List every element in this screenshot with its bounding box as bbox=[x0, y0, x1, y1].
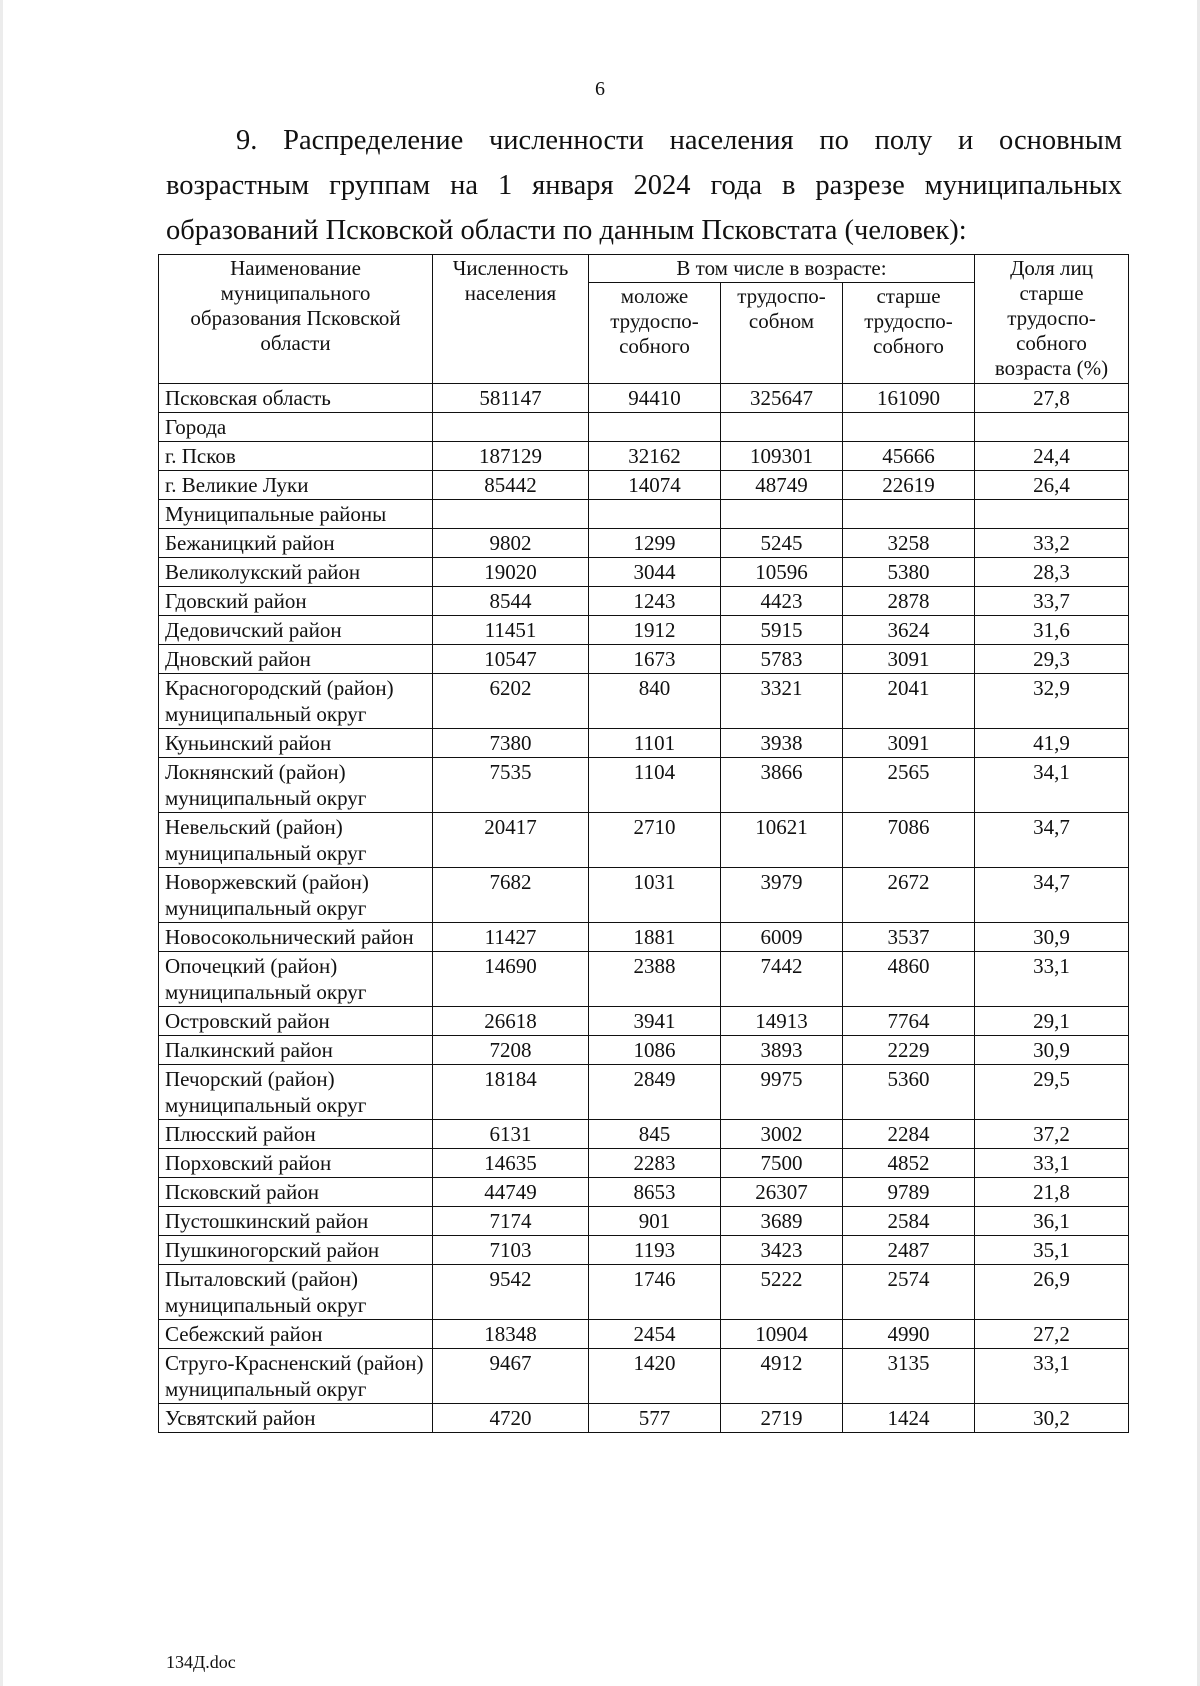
cell-working: 14913 bbox=[721, 1007, 843, 1036]
cell-name: Локнянский (район) муниципальный округ bbox=[159, 758, 433, 813]
cell-total: 187129 bbox=[433, 442, 589, 471]
cell-working: 4423 bbox=[721, 587, 843, 616]
cell-total: 7380 bbox=[433, 729, 589, 758]
cell-old: 2574 bbox=[843, 1265, 975, 1320]
cell-name: Печорский (район) муниципальный округ bbox=[159, 1065, 433, 1120]
cell-old: 2565 bbox=[843, 758, 975, 813]
cell-share: 27,2 bbox=[975, 1320, 1129, 1349]
table-row bbox=[159, 587, 1129, 616]
table-row bbox=[159, 1149, 1129, 1178]
header-young: моложе трудоспо- собного bbox=[589, 283, 721, 384]
cell-name: Красногородский (район) муниципальный округ bbox=[159, 674, 433, 729]
cell-young: 1031 bbox=[589, 868, 721, 923]
cell-share: 35,1 bbox=[975, 1236, 1129, 1265]
table-row bbox=[159, 923, 1129, 952]
cell-name: Пушкиногорский район bbox=[159, 1236, 433, 1265]
cell-working bbox=[721, 500, 843, 529]
cell-young: 1881 bbox=[589, 923, 721, 952]
table-row bbox=[159, 1236, 1129, 1265]
cell-working bbox=[721, 413, 843, 442]
cell-total: 9467 bbox=[433, 1349, 589, 1404]
cell-working: 325647 bbox=[721, 384, 843, 413]
cell-young: 2849 bbox=[589, 1065, 721, 1120]
cell-young: 3044 bbox=[589, 558, 721, 587]
cell-old: 2584 bbox=[843, 1207, 975, 1236]
cell-young: 2283 bbox=[589, 1149, 721, 1178]
table-row bbox=[159, 558, 1129, 587]
table-row bbox=[159, 813, 1129, 868]
cell-total bbox=[433, 500, 589, 529]
cell-old bbox=[843, 413, 975, 442]
cell-young: 1912 bbox=[589, 616, 721, 645]
footer-filename: 134Д.doc bbox=[166, 1652, 236, 1672]
cell-share: 30,9 bbox=[975, 1036, 1129, 1065]
cell-young: 2388 bbox=[589, 952, 721, 1007]
cell-total: 18184 bbox=[433, 1065, 589, 1120]
cell-young: 94410 bbox=[589, 384, 721, 413]
table-row bbox=[159, 471, 1129, 500]
table-row bbox=[159, 1207, 1129, 1236]
heading-text: 9. Распределение численности населения по полу и основным возрастным группам на 1 января 2024 года в разрезе муниципальных образований Псковской области по данным Псковстата (человек): bbox=[166, 125, 1122, 246]
cell-total: 44749 bbox=[433, 1178, 589, 1207]
table-row bbox=[159, 529, 1129, 558]
cell-old: 7764 bbox=[843, 1007, 975, 1036]
cell-working: 3423 bbox=[721, 1236, 843, 1265]
cell-old: 4860 bbox=[843, 952, 975, 1007]
cell-name: Псковская область bbox=[159, 384, 433, 413]
table-row bbox=[159, 1265, 1129, 1320]
cell-working: 2719 bbox=[721, 1404, 843, 1433]
header-age-group: В том числе в возрасте: bbox=[589, 255, 975, 283]
cell-working: 109301 bbox=[721, 442, 843, 471]
cell-name: Новоржевский (район) муниципальный округ bbox=[159, 868, 433, 923]
table-row bbox=[159, 758, 1129, 813]
cell-young bbox=[589, 413, 721, 442]
cell-total: 7174 bbox=[433, 1207, 589, 1236]
cell-working: 10596 bbox=[721, 558, 843, 587]
cell-total: 4720 bbox=[433, 1404, 589, 1433]
cell-total: 11451 bbox=[433, 616, 589, 645]
cell-working: 3979 bbox=[721, 868, 843, 923]
cell-young: 8653 bbox=[589, 1178, 721, 1207]
table-row bbox=[159, 1036, 1129, 1065]
cell-name: г. Псков bbox=[159, 442, 433, 471]
cell-young: 2710 bbox=[589, 813, 721, 868]
cell-name: Дедовичский район bbox=[159, 616, 433, 645]
cell-share: 30,2 bbox=[975, 1404, 1129, 1433]
cell-old: 7086 bbox=[843, 813, 975, 868]
cell-old: 2041 bbox=[843, 674, 975, 729]
cell-old bbox=[843, 500, 975, 529]
cell-working: 3002 bbox=[721, 1120, 843, 1149]
cell-share: 33,1 bbox=[975, 1349, 1129, 1404]
cell-young: 32162 bbox=[589, 442, 721, 471]
cell-old: 22619 bbox=[843, 471, 975, 500]
cell-young: 845 bbox=[589, 1120, 721, 1149]
cell-total: 6131 bbox=[433, 1120, 589, 1149]
cell-old: 3135 bbox=[843, 1349, 975, 1404]
cell-name: Усвятский район bbox=[159, 1404, 433, 1433]
cell-name: Дновский район bbox=[159, 645, 433, 674]
cell-share: 29,3 bbox=[975, 645, 1129, 674]
table-row bbox=[159, 442, 1129, 471]
header-name: Наименование муниципального образования Псковской области bbox=[159, 255, 433, 384]
cell-old: 3537 bbox=[843, 923, 975, 952]
cell-young: 901 bbox=[589, 1207, 721, 1236]
cell-working: 3321 bbox=[721, 674, 843, 729]
cell-share: 34,7 bbox=[975, 868, 1129, 923]
table-row bbox=[159, 674, 1129, 729]
cell-working: 5222 bbox=[721, 1265, 843, 1320]
table-row bbox=[159, 1404, 1129, 1433]
cell-old: 1424 bbox=[843, 1404, 975, 1433]
cell-working: 3866 bbox=[721, 758, 843, 813]
cell-name: Порховский район bbox=[159, 1149, 433, 1178]
cell-total: 8544 bbox=[433, 587, 589, 616]
cell-share: 41,9 bbox=[975, 729, 1129, 758]
cell-name: Пустошкинский район bbox=[159, 1207, 433, 1236]
cell-name: Невельский (район) муниципальный округ bbox=[159, 813, 433, 868]
table-row bbox=[159, 1065, 1129, 1120]
cell-total bbox=[433, 413, 589, 442]
header-working: трудоспо- собном bbox=[721, 283, 843, 384]
cell-old: 2284 bbox=[843, 1120, 975, 1149]
cell-share: 34,7 bbox=[975, 813, 1129, 868]
cell-share: 36,1 bbox=[975, 1207, 1129, 1236]
cell-old: 161090 bbox=[843, 384, 975, 413]
cell-young: 1104 bbox=[589, 758, 721, 813]
cell-young: 1101 bbox=[589, 729, 721, 758]
cell-name: Пыталовский (район) муниципальный округ bbox=[159, 1265, 433, 1320]
cell-share bbox=[975, 413, 1129, 442]
page-number: 6 bbox=[595, 78, 605, 100]
cell-young: 1673 bbox=[589, 645, 721, 674]
cell-name: Новосокольнический район bbox=[159, 923, 433, 952]
cell-share: 33,2 bbox=[975, 529, 1129, 558]
cell-share: 26,9 bbox=[975, 1265, 1129, 1320]
cell-share: 37,2 bbox=[975, 1120, 1129, 1149]
cell-total: 19020 bbox=[433, 558, 589, 587]
cell-old: 3258 bbox=[843, 529, 975, 558]
cell-old: 2487 bbox=[843, 1236, 975, 1265]
table-row bbox=[159, 645, 1129, 674]
table-row bbox=[159, 1178, 1129, 1207]
cell-total: 6202 bbox=[433, 674, 589, 729]
population-table bbox=[158, 254, 1129, 1433]
cell-young: 840 bbox=[589, 674, 721, 729]
table-row bbox=[159, 952, 1129, 1007]
cell-total: 9802 bbox=[433, 529, 589, 558]
cell-share: 28,3 bbox=[975, 558, 1129, 587]
cell-young: 577 bbox=[589, 1404, 721, 1433]
table-row bbox=[159, 384, 1129, 413]
table-row bbox=[159, 1120, 1129, 1149]
cell-total: 7535 bbox=[433, 758, 589, 813]
cell-total: 18348 bbox=[433, 1320, 589, 1349]
cell-young: 1086 bbox=[589, 1036, 721, 1065]
cell-young: 1299 bbox=[589, 529, 721, 558]
cell-working: 10621 bbox=[721, 813, 843, 868]
cell-share: 26,4 bbox=[975, 471, 1129, 500]
cell-share: 31,6 bbox=[975, 616, 1129, 645]
cell-share: 33,7 bbox=[975, 587, 1129, 616]
cell-working: 4912 bbox=[721, 1349, 843, 1404]
cell-name: Гдовский район bbox=[159, 587, 433, 616]
cell-share: 34,1 bbox=[975, 758, 1129, 813]
header-population: Численность населения bbox=[433, 255, 589, 384]
cell-old: 5380 bbox=[843, 558, 975, 587]
cell-working: 5783 bbox=[721, 645, 843, 674]
table-row bbox=[159, 616, 1129, 645]
cell-total: 7103 bbox=[433, 1236, 589, 1265]
cell-young: 1193 bbox=[589, 1236, 721, 1265]
cell-total: 20417 bbox=[433, 813, 589, 868]
table-row bbox=[159, 729, 1129, 758]
cell-young: 2454 bbox=[589, 1320, 721, 1349]
cell-old: 9789 bbox=[843, 1178, 975, 1207]
cell-total: 7208 bbox=[433, 1036, 589, 1065]
cell-share: 33,1 bbox=[975, 1149, 1129, 1178]
cell-working: 6009 bbox=[721, 923, 843, 952]
cell-total: 7682 bbox=[433, 868, 589, 923]
cell-name: Псковский район bbox=[159, 1178, 433, 1207]
cell-old: 3091 bbox=[843, 729, 975, 758]
cell-name: Плюсский район bbox=[159, 1120, 433, 1149]
cell-old: 2878 bbox=[843, 587, 975, 616]
cell-old: 3624 bbox=[843, 616, 975, 645]
cell-working: 10904 bbox=[721, 1320, 843, 1349]
cell-name: Палкинский район bbox=[159, 1036, 433, 1065]
cell-total: 9542 bbox=[433, 1265, 589, 1320]
table-row bbox=[159, 1007, 1129, 1036]
cell-working: 9975 bbox=[721, 1065, 843, 1120]
cell-young: 1746 bbox=[589, 1265, 721, 1320]
cell-total: 26618 bbox=[433, 1007, 589, 1036]
cell-working: 3938 bbox=[721, 729, 843, 758]
cell-name: Куньинский район bbox=[159, 729, 433, 758]
cell-young bbox=[589, 500, 721, 529]
cell-old: 2672 bbox=[843, 868, 975, 923]
header-share: Доля лиц старше трудоспо- собного возраста (%) bbox=[975, 255, 1129, 384]
cell-working: 5915 bbox=[721, 616, 843, 645]
cell-share: 32,9 bbox=[975, 674, 1129, 729]
cell-total: 85442 bbox=[433, 471, 589, 500]
cell-name: Струго-Красненский (район) муниципальный округ bbox=[159, 1349, 433, 1404]
cell-total: 10547 bbox=[433, 645, 589, 674]
table-row bbox=[159, 500, 1129, 529]
cell-old: 45666 bbox=[843, 442, 975, 471]
cell-old: 4990 bbox=[843, 1320, 975, 1349]
cell-old: 3091 bbox=[843, 645, 975, 674]
cell-name: Бежаницкий район bbox=[159, 529, 433, 558]
table-row bbox=[159, 1320, 1129, 1349]
cell-share: 29,1 bbox=[975, 1007, 1129, 1036]
cell-old: 5360 bbox=[843, 1065, 975, 1120]
cell-total: 581147 bbox=[433, 384, 589, 413]
cell-name: Себежский район bbox=[159, 1320, 433, 1349]
table-row bbox=[159, 1349, 1129, 1404]
table-row bbox=[159, 868, 1129, 923]
cell-share: 21,8 bbox=[975, 1178, 1129, 1207]
cell-total: 11427 bbox=[433, 923, 589, 952]
cell-young: 14074 bbox=[589, 471, 721, 500]
cell-share: 29,5 bbox=[975, 1065, 1129, 1120]
cell-young: 1243 bbox=[589, 587, 721, 616]
cell-share: 27,8 bbox=[975, 384, 1129, 413]
scan-edge-left bbox=[0, 0, 3, 1686]
cell-name: Муниципальные районы bbox=[159, 500, 433, 529]
table-row bbox=[159, 413, 1129, 442]
cell-share: 33,1 bbox=[975, 952, 1129, 1007]
cell-total: 14635 bbox=[433, 1149, 589, 1178]
cell-young: 1420 bbox=[589, 1349, 721, 1404]
cell-share bbox=[975, 500, 1129, 529]
cell-name: Островский район bbox=[159, 1007, 433, 1036]
cell-working: 5245 bbox=[721, 529, 843, 558]
cell-working: 3893 bbox=[721, 1036, 843, 1065]
cell-name: Города bbox=[159, 413, 433, 442]
cell-share: 24,4 bbox=[975, 442, 1129, 471]
section-heading bbox=[166, 118, 1122, 253]
cell-working: 3689 bbox=[721, 1207, 843, 1236]
cell-old: 4852 bbox=[843, 1149, 975, 1178]
header-row-1 bbox=[159, 255, 1129, 283]
cell-working: 26307 bbox=[721, 1178, 843, 1207]
cell-name: Опочецкий (район) муниципальный округ bbox=[159, 952, 433, 1007]
table-body bbox=[159, 384, 1129, 1433]
cell-name: Великолукский район bbox=[159, 558, 433, 587]
cell-name: г. Великие Луки bbox=[159, 471, 433, 500]
cell-working: 7442 bbox=[721, 952, 843, 1007]
header-old: старше трудоспо- собного bbox=[843, 283, 975, 384]
cell-old: 2229 bbox=[843, 1036, 975, 1065]
cell-working: 7500 bbox=[721, 1149, 843, 1178]
cell-share: 30,9 bbox=[975, 923, 1129, 952]
cell-total: 14690 bbox=[433, 952, 589, 1007]
cell-young: 3941 bbox=[589, 1007, 721, 1036]
cell-working: 48749 bbox=[721, 471, 843, 500]
